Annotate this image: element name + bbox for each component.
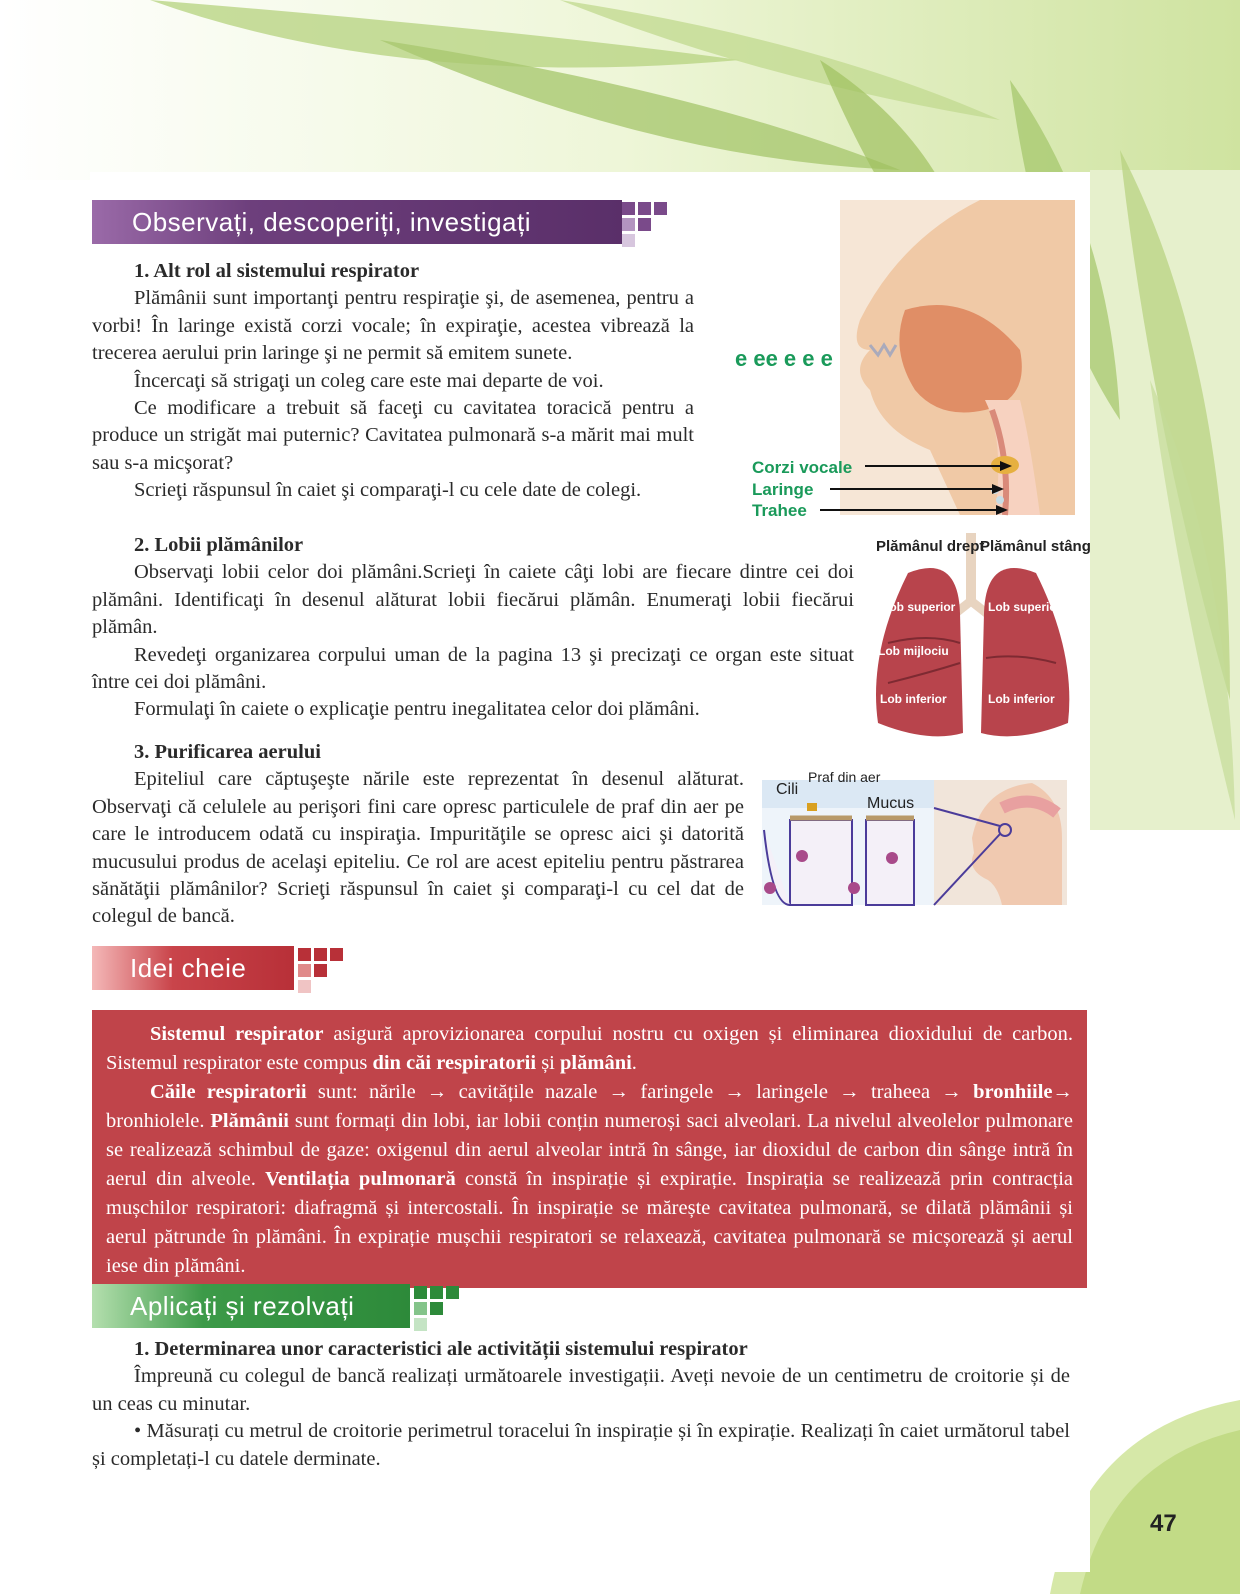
key-text-4: sunt: nările → cavitățile nazale → faringele → laringele → traheea →: [306, 1081, 974, 1103]
lob-mijlociu: Lob mijlociu: [878, 644, 949, 658]
label-praf: Praf din aer: [808, 769, 881, 785]
key-ideas-paragraph-2: [106, 1078, 1073, 1281]
section-3-paragraph-1: Epiteliul care căptuşeşte nările este reprezentat în desenul alăturat. Observaţi că celulele au perişori fini care opresc particulele de praf din aer pe care le introducem odată cu inspiraţia. Impurităţile se opresc aici şi datorită mucusului produs de acelaşi epiteliu. Ce rol are acest epiteliu pentru păstrarea sănătăţii plămânilor? Scrieţi răspunsul în caiet şi comparaţi-l cu cel dat de colegul de bancă.: [92, 768, 744, 928]
right-lung-title: Plămânul drept: [876, 538, 985, 555]
apply-paragraph-1: Împreună cu colegul de bancă realizați următoarele investigații. Aveți nevoie de un centimetru de croitorie și de un ceas cu minutar.: [92, 1365, 1070, 1415]
observe-section-bar: [92, 200, 622, 244]
section-1-paragraph-4: Scrieţi răspunsul în caiet şi comparaţi-l cu cele date de colegi.: [134, 479, 642, 502]
key-ideas-bar: [92, 946, 294, 990]
page-number: 47: [1150, 1510, 1177, 1537]
term-sistemul-respirator: Sistemul respirator: [150, 1023, 324, 1045]
key-ideas-paragraph-1: [106, 1020, 1073, 1078]
key-text-3: .: [631, 1052, 637, 1074]
key-ideas-title: Idei cheie: [130, 952, 247, 983]
section-3-heading: 3. Purificarea aerului: [134, 741, 321, 763]
section-3: [92, 739, 744, 931]
term-plamanii: Plămânii: [210, 1110, 289, 1132]
key-text-7: constă în inspirație și expirație. Inspirația se realizează prin contracția mușchilor respiratori: diafragmă și intercostali. În inspirație se mărește cavitatea pulmonară, se dilată plămânii și aerul pătrunde în plămâni. În expirație mușchii respiratori se relaxează, cavitatea pulmonară se micșorează și aerul iese din plămâni.: [106, 1168, 1074, 1277]
term-ventilatia-pulmonara: Ventilația pulmonară: [265, 1168, 456, 1190]
observe-section-title: Observați, descoperiți, investigați: [132, 206, 532, 237]
section-2-paragraph-1: Observaţi lobii celor doi plămâni.Scrieţi în caiete câţi lobi are fiecare dintre cei doi plămâni. Identificaţi în desenul alăturat lobii fiecărui plămân. Enumeraţi lobii fiecărui plămân.: [92, 561, 854, 639]
section-2-heading: 2. Lobii plămânilor: [134, 534, 304, 556]
section-1-paragraph-3: Ce modificare a trebuit să faceţi cu cavitatea toracică pentru a produce un strigăt mai puternic? Cavitatea pulmonară s-a mărit mai mult sau s-a micşorat?: [92, 397, 694, 474]
section-1: [92, 258, 694, 505]
left-lung-title: Plămânul stâng: [980, 538, 1091, 555]
key-ideas-box: [92, 1010, 1087, 1288]
apply-section: [92, 1336, 1070, 1473]
term-bronhiile: bronhiile: [973, 1081, 1053, 1103]
section-2-paragraph-2: Revedeţi organizarea corpului uman de la pagina 13 şi precizaţi ce organ este situat între cei doi plămâni.: [92, 643, 854, 694]
lungs-figure: [868, 533, 1091, 743]
lob-superior-left: Lob superior: [988, 600, 1062, 614]
term-caile-respiratorii: Căile respiratorii: [150, 1081, 307, 1103]
section-1-paragraph-1: Plămânii sunt importanţi pentru respiraţie şi, de asemenea, pentru a vorbi! În laringe există corzi vocale; în expiraţie, acestea vibrează la trecerea aerului prin laringe şi ne permit să emitem sunete.: [92, 287, 694, 365]
apply-section-bar: [92, 1284, 410, 1328]
section-2-paragraph-3: Formulaţi în caiete o explicaţie pentru inegalitatea celor doi plămâni.: [134, 698, 700, 721]
key-text-2: și: [536, 1052, 561, 1074]
label-laringe: Laringe: [752, 480, 814, 499]
apply-section-title: Aplicați și rezolvați: [130, 1290, 355, 1321]
key-text-5: → bronhiolele.: [106, 1081, 1073, 1132]
section-2: [92, 532, 854, 724]
label-cili: Cili: [776, 781, 799, 798]
lob-superior-right: Lob superior: [882, 600, 956, 614]
apply-heading: 1. Determinarea unor caracteristici ale activității sistemului respirator: [134, 1338, 748, 1360]
epithelium-figure: [762, 768, 1072, 908]
sound-text: e ee e e e: [735, 346, 833, 371]
term-plamani: plămâni: [560, 1052, 632, 1074]
throat-figure: [730, 200, 1075, 525]
apply-paragraph-2: • Măsurați cu metrul de croitorie perimetrul toracelui în inspirație și în expirație. Realizați în caiet următorul tabel și completați-l cu datele derminate.: [92, 1420, 1070, 1470]
label-trahee: Trahee: [752, 501, 807, 520]
key-text-1: asigură aprovizionarea corpului nostru cu oxigen și eliminarea dioxidului de carbon. Sistemul respirator este compus: [106, 1023, 1073, 1074]
section-1-heading: 1. Alt rol al sistemului respirator: [134, 260, 420, 282]
lob-inferior-left: Lob inferior: [988, 692, 1055, 706]
term-cai-respiratorii: din căi respiratorii: [372, 1052, 537, 1074]
key-text-6: sunt formați din lobi, iar lobii conțin numeroși saci alveolari. La nivelul alveolelor pulmonare se realizează schimbul de gaze: oxigenul din aerul alveolar intră în sânge, iar dioxidul de carbon din sânge intră în aerul din alveole.: [106, 1110, 1073, 1190]
lob-inferior-right: Lob inferior: [880, 692, 947, 706]
label-mucus: Mucus: [867, 795, 915, 812]
section-1-paragraph-2: Încercaţi să strigaţi un coleg care este mai departe de voi.: [134, 369, 604, 392]
label-corzi-vocale: Corzi vocale: [752, 458, 853, 477]
